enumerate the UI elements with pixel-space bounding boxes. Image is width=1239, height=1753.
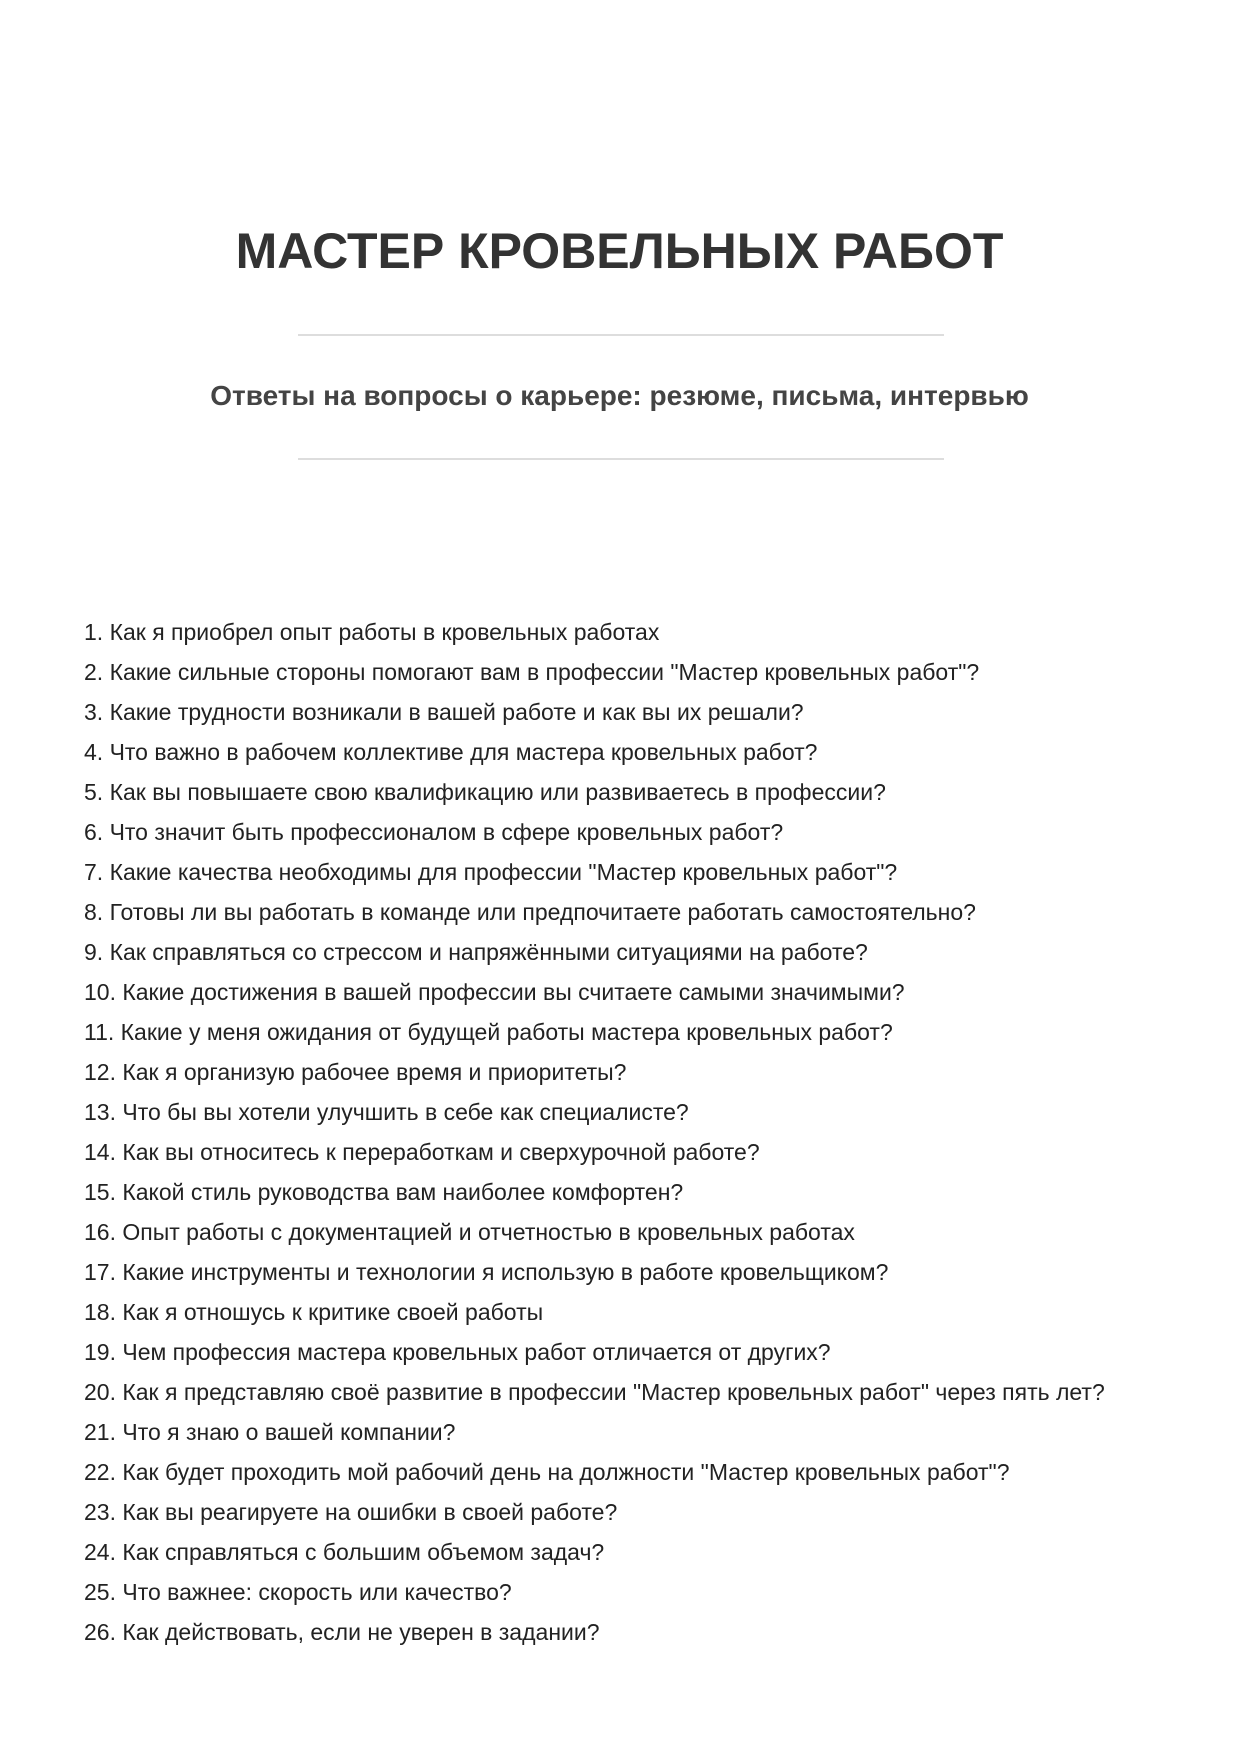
question-item: 26. Как действовать, если не уверен в задании? [84, 1619, 600, 1645]
question-item: 5. Как вы повышаете свою квалификацию или развиваетесь в профессии? [84, 779, 886, 805]
divider-top [298, 334, 944, 336]
question-item: 14. Как вы относитесь к переработкам и сверхурочной работе? [84, 1139, 760, 1165]
question-item: 25. Что важнее: скорость или качество? [84, 1579, 512, 1605]
divider-bottom [298, 458, 944, 460]
question-item: 20. Как я представляю своё развитие в профессии "Мастер кровельных работ" через пять лет? [84, 1379, 1105, 1405]
question-item: 23. Как вы реагируете на ошибки в своей работе? [84, 1499, 618, 1525]
question-item: 13. Что бы вы хотели улучшить в себе как специалисте? [84, 1099, 689, 1125]
question-item: 11. Какие у меня ожидания от будущей работы мастера кровельных работ? [84, 1019, 893, 1045]
question-item: 16. Опыт работы с документацией и отчетностью в кровельных работах [84, 1219, 855, 1245]
question-item: 1. Как я приобрел опыт работы в кровельных работах [84, 619, 660, 645]
question-item: 17. Какие инструменты и технологии я использую в работе кровельщиком? [84, 1259, 889, 1285]
question-item: 24. Как справляться с большим объемом задач? [84, 1539, 605, 1565]
question-item: 22. Как будет проходить мой рабочий день на должности "Мастер кровельных работ"? [84, 1459, 1010, 1485]
question-item: 15. Какой стиль руководства вам наиболее комфортен? [84, 1179, 684, 1205]
question-item: 3. Какие трудности возникали в вашей работе и как вы их решали? [84, 699, 804, 725]
question-item: 4. Что важно в рабочем коллективе для мастера кровельных работ? [84, 739, 818, 765]
question-item: 9. Как справляться со стрессом и напряжёнными ситуациями на работе? [84, 939, 868, 965]
question-item: 21. Что я знаю о вашей компании? [84, 1419, 456, 1445]
questions-list [84, 612, 1144, 1652]
question-item: 10. Какие достижения в вашей профессии вы считаете самыми значимыми? [84, 979, 905, 1005]
question-item: 7. Какие качества необходимы для профессии "Мастер кровельных работ"? [84, 859, 898, 885]
question-item: 12. Как я организую рабочее время и приоритеты? [84, 1059, 627, 1085]
question-item: 2. Какие сильные стороны помогают вам в профессии "Мастер кровельных работ"? [84, 659, 980, 685]
page-subtitle: Ответы на вопросы о карьере: резюме, письма, интервью [210, 380, 1029, 411]
question-item: 8. Готовы ли вы работать в команде или предпочитаете работать самостоятельно? [84, 899, 976, 925]
question-item: 6. Что значит быть профессионалом в сфере кровельных работ? [84, 819, 784, 845]
page-title: МАСТЕР КРОВЕЛЬНЫХ РАБОТ [235, 222, 1004, 279]
question-item: 19. Чем профессия мастера кровельных работ отличается от других? [84, 1339, 831, 1365]
question-item: 18. Как я отношусь к критике своей работы [84, 1299, 544, 1325]
